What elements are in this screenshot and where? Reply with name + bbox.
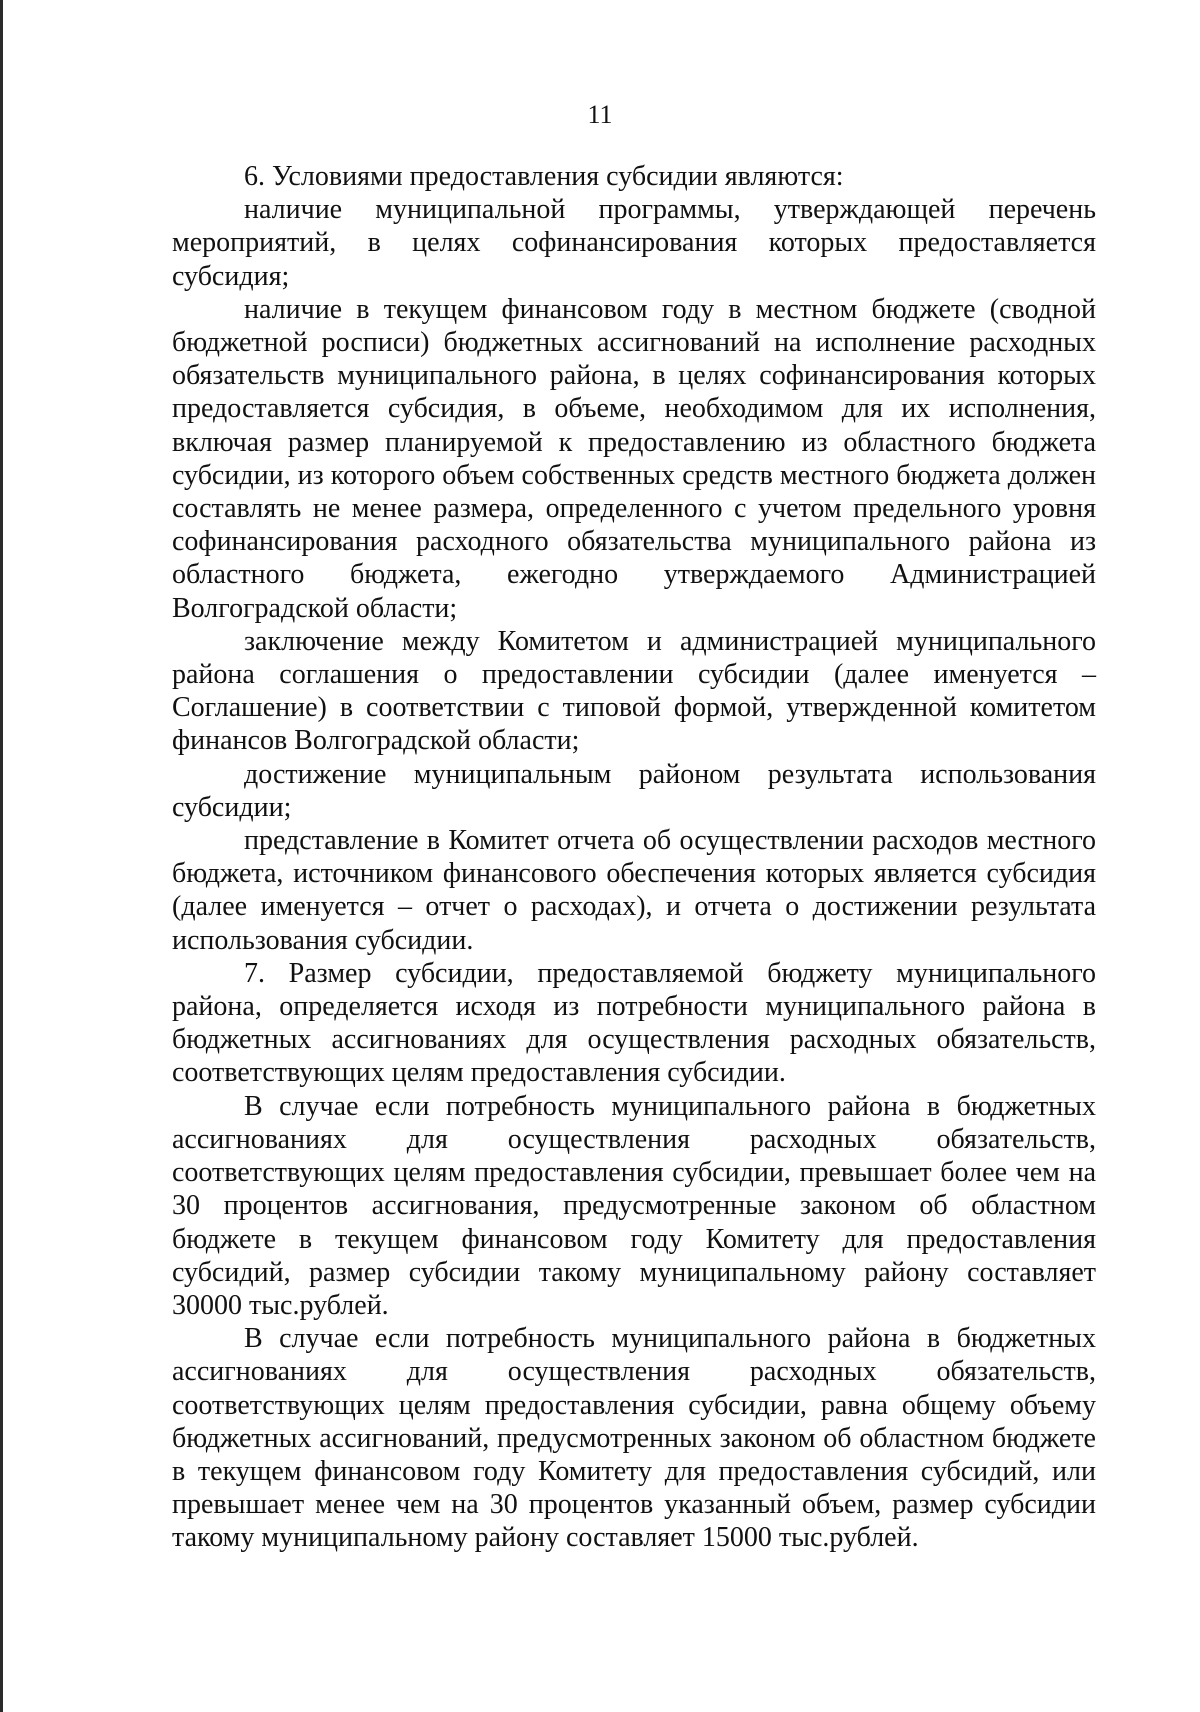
document-body [172, 160, 1096, 1555]
scan-edge-line [0, 0, 3, 1712]
paragraph-reporting: представление в Комитет отчета об осуществлении расходов местного бюджета, источником финансового обеспечения которых является субсидия (далее именуется – отчет о расходах), и отчета о достижении результата использования субсидии. [172, 825, 1096, 956]
paragraph-case-equal-or-less-30: В случае если потребность муниципального района в бюджетных ассигнованиях для осуществления расходных обязательств, соответствующих целям предоставления субсидии, равна общему объему бюджетных ассигнований, предусмотренных законом об областном бюджете в текущем финансовом году Комитету для предоставления субсидий, или превышает менее чем на 30 процентов указанный объем, размер субсидии такому муниципальному району составляет 15000 тыс.рублей. [172, 1323, 1096, 1554]
paragraph-case-exceeds-30: В случае если потребность муниципального района в бюджетных ассигнованиях для осуществления расходных обязательств, соответствующих целям предоставления субсидии, превышает более чем на 30 процентов ассигнования, предусмотренные законом об областном бюджете в текущем финансовом году Комитету для предоставления субсидий, размер субсидии такому муниципальному району составляет 30000 тыс.рублей. [172, 1090, 1096, 1321]
paragraph-subsidy-size: 7. Размер субсидии, предоставляемой бюджету муниципального района, определяется исходя из потребности муниципального района в бюджетных ассигнованиях для осуществления расходных обязательств, соответствующих целям предоставления субсидии. [172, 957, 1096, 1089]
paragraph-budget-allocations: наличие в текущем финансовом году в местном бюджете (сводной бюджетной росписи) бюджетных ассигнований на исполнение расходных обязательств муниципального района, в целях софинансирования которых предоставляется субсидия, в объеме, необходимом для их исполнения, включая размер планируемой к предоставлению из областного бюджета субсидии, из которого объем собственных средств местного бюджета должен составлять не менее размера, определенного с учетом предельного уровня софинансирования расходного обязательства муниципального района из областного бюджета, ежегодно утверждаемого Администрацией Волгоградской области; [172, 293, 1096, 624]
paragraph-agreement: заключение между Комитетом и администрацией муниципального района соглашения о предоставлении субсидии (далее именуется – Соглашение) в соответствии с типовой формой, утвержденной комитетом финансов Волгоградской области; [172, 625, 1096, 757]
page-number: 11 [587, 100, 613, 129]
paragraph-result-achievement: достижение муниципальным районом результата использования субсидии; [172, 758, 1096, 823]
paragraph-municipal-program: наличие муниципальной программы, утверждающей перечень мероприятий, в целях софинансирования которых предоставляется субсидия; [172, 194, 1096, 292]
paragraph-conditions-heading: 6. Условиями предоставления субсидии являются: [244, 161, 844, 192]
